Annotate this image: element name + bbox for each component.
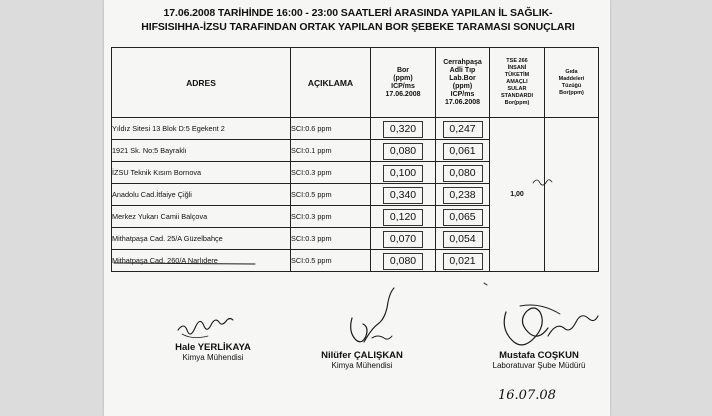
signature-3-strokes (504, 308, 548, 345)
pen-tick (484, 283, 487, 285)
cell-adres: Anadolu Cad.İtfaiye Çiğli (112, 184, 291, 206)
cell-aciklama: SCI:0.3 ppm (291, 228, 371, 250)
signature-block-3 (470, 350, 608, 370)
cell-adres: Mithatpaşa Cad. 25/A Güzelbahçe (112, 228, 291, 250)
handwritten-date: 16.07.08 (498, 388, 556, 403)
signatory-title: Kimya Mühendisi (331, 361, 393, 370)
cell-cerrahpasa: 0,080 (443, 165, 483, 182)
cell-bor: 0,080 (383, 253, 423, 270)
header-aciklama: AÇIKLAMA (291, 48, 371, 118)
cell-cerrahpasa: 0,021 (443, 253, 483, 270)
cell-cerrahpasa: 0,054 (443, 231, 483, 248)
cell-cerrahpasa: 0,065 (443, 209, 483, 226)
cell-bor: 0,100 (383, 165, 423, 182)
cell-cerrahpasa: 0,061 (443, 143, 483, 160)
cell-aciklama: SCI:0.5 ppm (291, 184, 371, 206)
title-line-1: 17.06.2008 TARİHİNDE 16:00 - 23:00 SAATLERİ ARASINDA YAPILAN İL SAĞLIK- (163, 7, 553, 19)
header-bor: Bor (ppm) ICP/ms 17.06.2008 (371, 48, 436, 118)
cell-aciklama: SCI:0.3 ppm (291, 206, 371, 228)
cell-aciklama: SCI:0.1 ppm (291, 140, 371, 162)
header-adres: ADRES (112, 48, 291, 118)
cell-aciklama: SCI:0.6 ppm (291, 118, 371, 140)
header-gida: Gıda Maddeleri Tüzüğü Bor(ppm) (545, 48, 599, 118)
pen-scribble (533, 180, 552, 185)
signatory-name: Nilüfer ÇALIŞKAN (321, 350, 403, 361)
cell-aciklama: SCI:0.3 ppm (291, 162, 371, 184)
cell-adres: Mithatpaşa Cad. 260/A Narlıdere (112, 250, 291, 272)
cell-adres: İZSU Teknik Kısım Bornova (112, 162, 291, 184)
cell-bor: 0,320 (383, 121, 423, 138)
cell-adres: 1921 Sk. No:5 Bayraklı (112, 140, 291, 162)
signature-1-strokes (178, 319, 233, 335)
signature-block-2 (292, 350, 432, 370)
signature-2-strokes (351, 318, 367, 342)
signatory-name: Hale YERLİKAYA (175, 342, 251, 353)
cell-bor: 0,080 (383, 143, 423, 160)
cell-adres: Yıldız Sitesi 13 Blok D:5 Egekent 2 (112, 118, 291, 140)
header-cerrahpasa: Cerrahpaşa Adli Tıp Lab.Bor (ppm) ICP/ms 17.06.2008 (436, 48, 490, 118)
cell-cerrahpasa: 0,247 (443, 121, 483, 138)
signature-block-1 (148, 342, 278, 362)
header-tse: TSE 266 İNSANİ TÜKETİM AMAÇLI SULAR STANDARDI Bor(ppm) (490, 48, 545, 118)
signatory-name: Mustafa COŞKUN (499, 350, 579, 361)
cell-bor: 0,120 (383, 209, 423, 226)
cell-bor: 0,340 (383, 187, 423, 204)
cell-aciklama: SCI:0.5 ppm (291, 250, 371, 272)
cell-adres: Merkez Yukarı Camii Balçova (112, 206, 291, 228)
signatory-title: Kimya Mühendisi (182, 353, 244, 362)
signatory-title: Laboratuvar Şube Müdürü (492, 361, 586, 370)
cell-cerrahpasa: 0,238 (443, 187, 483, 204)
title-line-2: HIFSISIHHA-İZSU TARAFINDAN ORTAK YAPILAN BOR ŞEBEKE TARAMASI SONUÇLARI (141, 21, 575, 33)
tse-standard-value: 1,00 (510, 191, 524, 198)
pen-underline (114, 263, 255, 264)
cell-bor: 0,070 (383, 231, 423, 248)
